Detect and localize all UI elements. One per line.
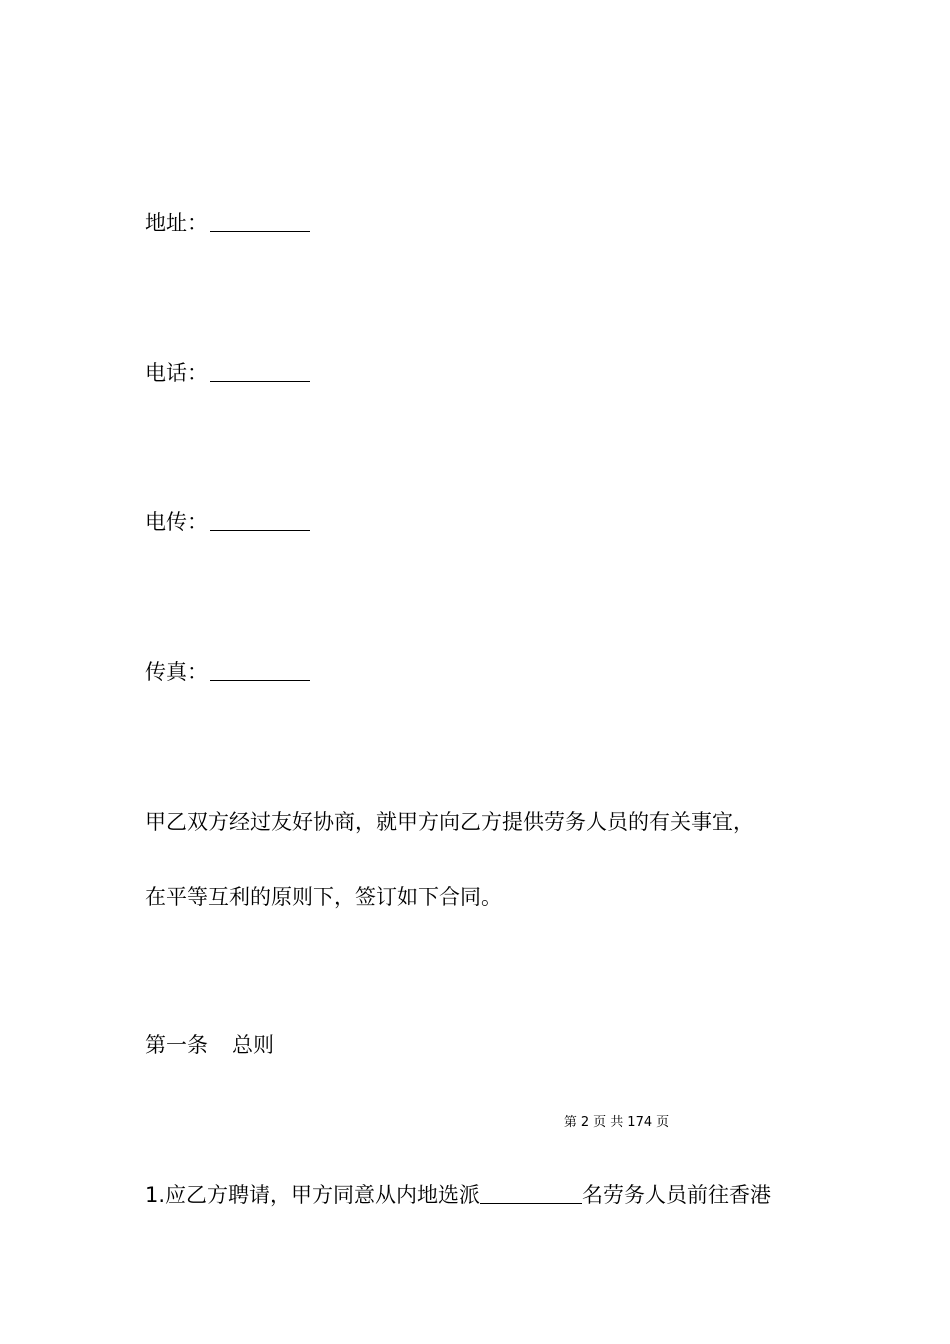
telex-label: 电传： <box>145 510 208 534</box>
footer-suffix: 页 <box>656 1115 670 1130</box>
address-label: 地址： <box>145 211 208 235</box>
phone-blank <box>210 361 310 382</box>
address-field <box>145 209 310 237</box>
footer-middle: 页 共 <box>593 1115 624 1130</box>
clause-1-blank <box>480 1183 582 1204</box>
intro-line-2: 在平等互利的原则下，签订如下合同。 <box>145 885 502 909</box>
phone-label: 电话： <box>145 361 208 385</box>
article-number: 第一条 <box>145 1033 208 1057</box>
address-blank <box>210 211 310 232</box>
footer-prefix: 第 <box>563 1115 577 1130</box>
clause-1 <box>145 1181 771 1209</box>
intro-line-1: 甲乙双方经过友好协商，就甲方向乙方提供劳务人员的有关事宜， <box>145 810 754 834</box>
telex-field <box>145 508 310 536</box>
phone-field <box>145 359 310 387</box>
fax-label: 传真： <box>145 660 208 684</box>
page-footer <box>0 1114 950 1132</box>
telex-blank <box>210 510 310 531</box>
footer-current-page: 2 <box>580 1115 590 1130</box>
footer-total-pages: 174 <box>627 1115 653 1130</box>
clause-1-after: 名劳务人员前往香港 <box>582 1183 772 1207</box>
fax-blank <box>210 660 310 681</box>
article-title: 总则 <box>232 1033 274 1057</box>
article-heading <box>145 1031 274 1059</box>
clause-1-before: 1.应乙方聘请，甲方同意从内地选派 <box>145 1183 481 1207</box>
fax-field <box>145 658 310 686</box>
